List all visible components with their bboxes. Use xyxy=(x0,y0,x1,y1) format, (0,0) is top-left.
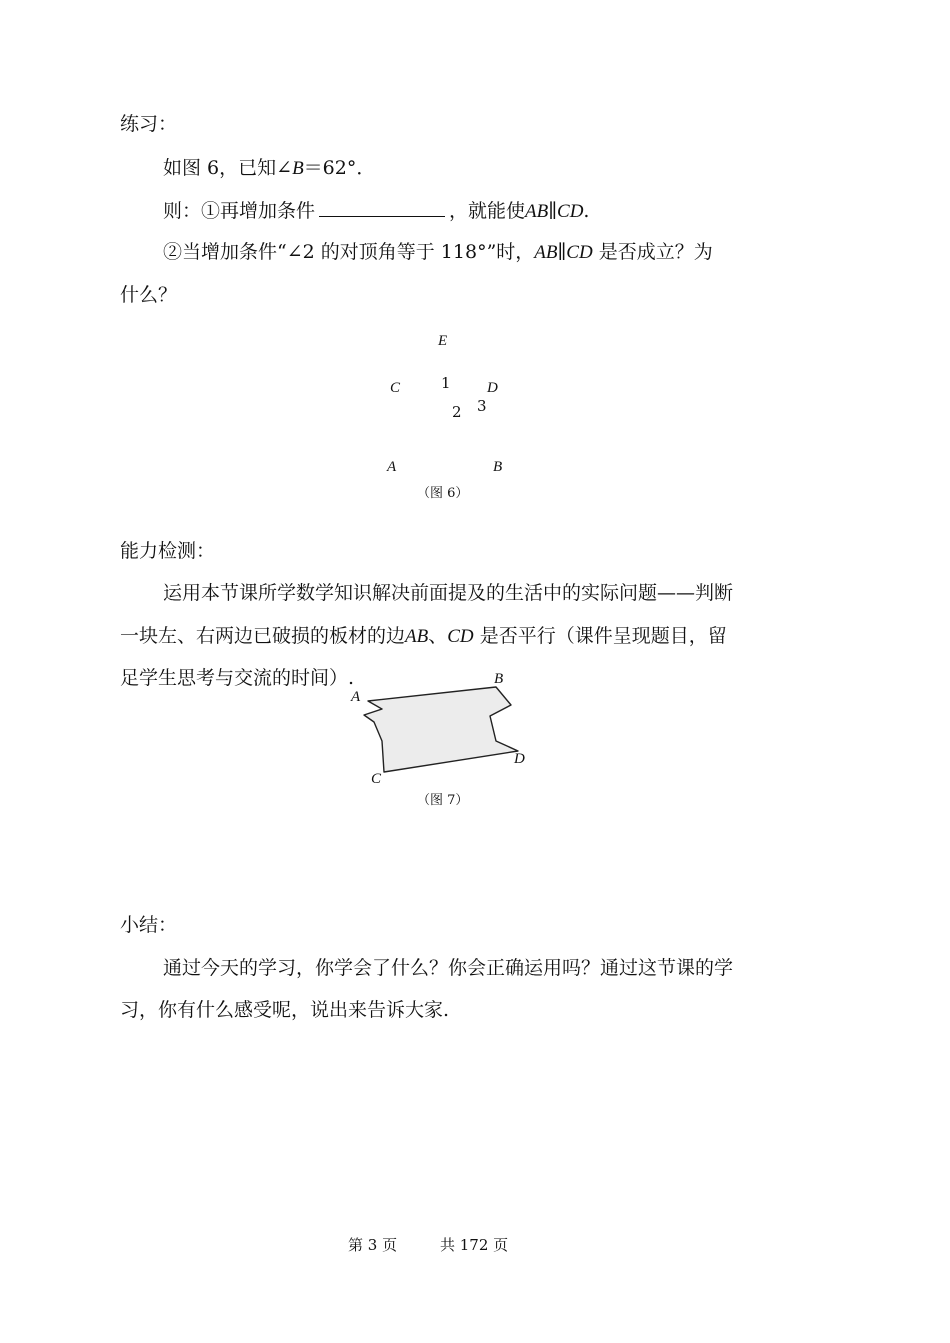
ability-line-2-suffix: 是否平行（课件呈现题目，留 xyxy=(473,625,727,647)
fig7-caption: （图 7） xyxy=(417,793,469,808)
page-number: 第 3 页 xyxy=(348,1236,398,1254)
given-line xyxy=(163,156,375,181)
question-2-continued: 什么？ xyxy=(120,284,178,306)
q2-suffix: 是否成立？为 xyxy=(592,241,713,263)
answer-blank xyxy=(319,198,445,217)
given-suffix: ＝62°． xyxy=(303,157,376,179)
q2-prefix: ②当增加条件“∠2 的对顶角等于 118°”时， xyxy=(163,241,535,263)
fig6-label-3: 3 xyxy=(477,397,487,415)
ability-line-2-prefix: 一块左、右两边已破损的板材的边 xyxy=(120,625,406,647)
ability-line-3: 足学生思考与交流的时间）. xyxy=(120,667,355,689)
board-polygon xyxy=(364,687,518,772)
ability-line-2 xyxy=(120,624,727,649)
fig6-label-b: B xyxy=(493,459,503,475)
ability-cd: CD xyxy=(447,626,474,647)
summary-line-1: 通过今天的学习，你学会了什么？你会正确运用吗？通过这节课的学 xyxy=(163,957,734,979)
q1-end: . xyxy=(583,200,590,222)
fig6-label-2: 2 xyxy=(452,403,462,421)
ability-ab: AB xyxy=(405,626,429,647)
fig7-label-b: B xyxy=(494,671,504,687)
fig6-label-e: E xyxy=(438,333,448,349)
ability-heading: 能力检测： xyxy=(120,540,216,562)
q1-prefix: 则：①再增加条件 xyxy=(163,200,316,222)
fig6-caption: （图 6） xyxy=(417,486,469,501)
question-2 xyxy=(163,240,713,265)
page-total: 共 172 页 xyxy=(440,1236,509,1254)
summary-heading: 小结： xyxy=(120,914,178,936)
fig7-label-d: D xyxy=(514,751,525,767)
practice-heading: 练习： xyxy=(120,113,178,135)
fig6-label-d: D xyxy=(487,380,498,396)
ability-sep: 、 xyxy=(428,625,448,647)
q1-mid: ，就能使 xyxy=(449,200,526,222)
fig6-label-1: 1 xyxy=(441,374,451,392)
q2-relation: AB∥CD xyxy=(534,242,593,263)
given-var: B xyxy=(292,158,304,179)
fig6-label-a: A xyxy=(387,459,397,475)
fig7-label-c: C xyxy=(371,771,382,787)
summary-line-2: 习，你有什么感受呢，说出来告诉大家. xyxy=(120,999,450,1021)
fig6-label-c: C xyxy=(390,380,401,396)
q1-relation: AB∥CD xyxy=(525,201,584,222)
ability-line-1: 运用本节课所学数学知识解决前面提及的生活中的实际问题——判断 xyxy=(163,582,734,604)
given-prefix: 如图 6，已知∠ xyxy=(163,157,293,179)
fig7-label-a: A xyxy=(351,689,361,705)
question-1 xyxy=(163,198,589,224)
